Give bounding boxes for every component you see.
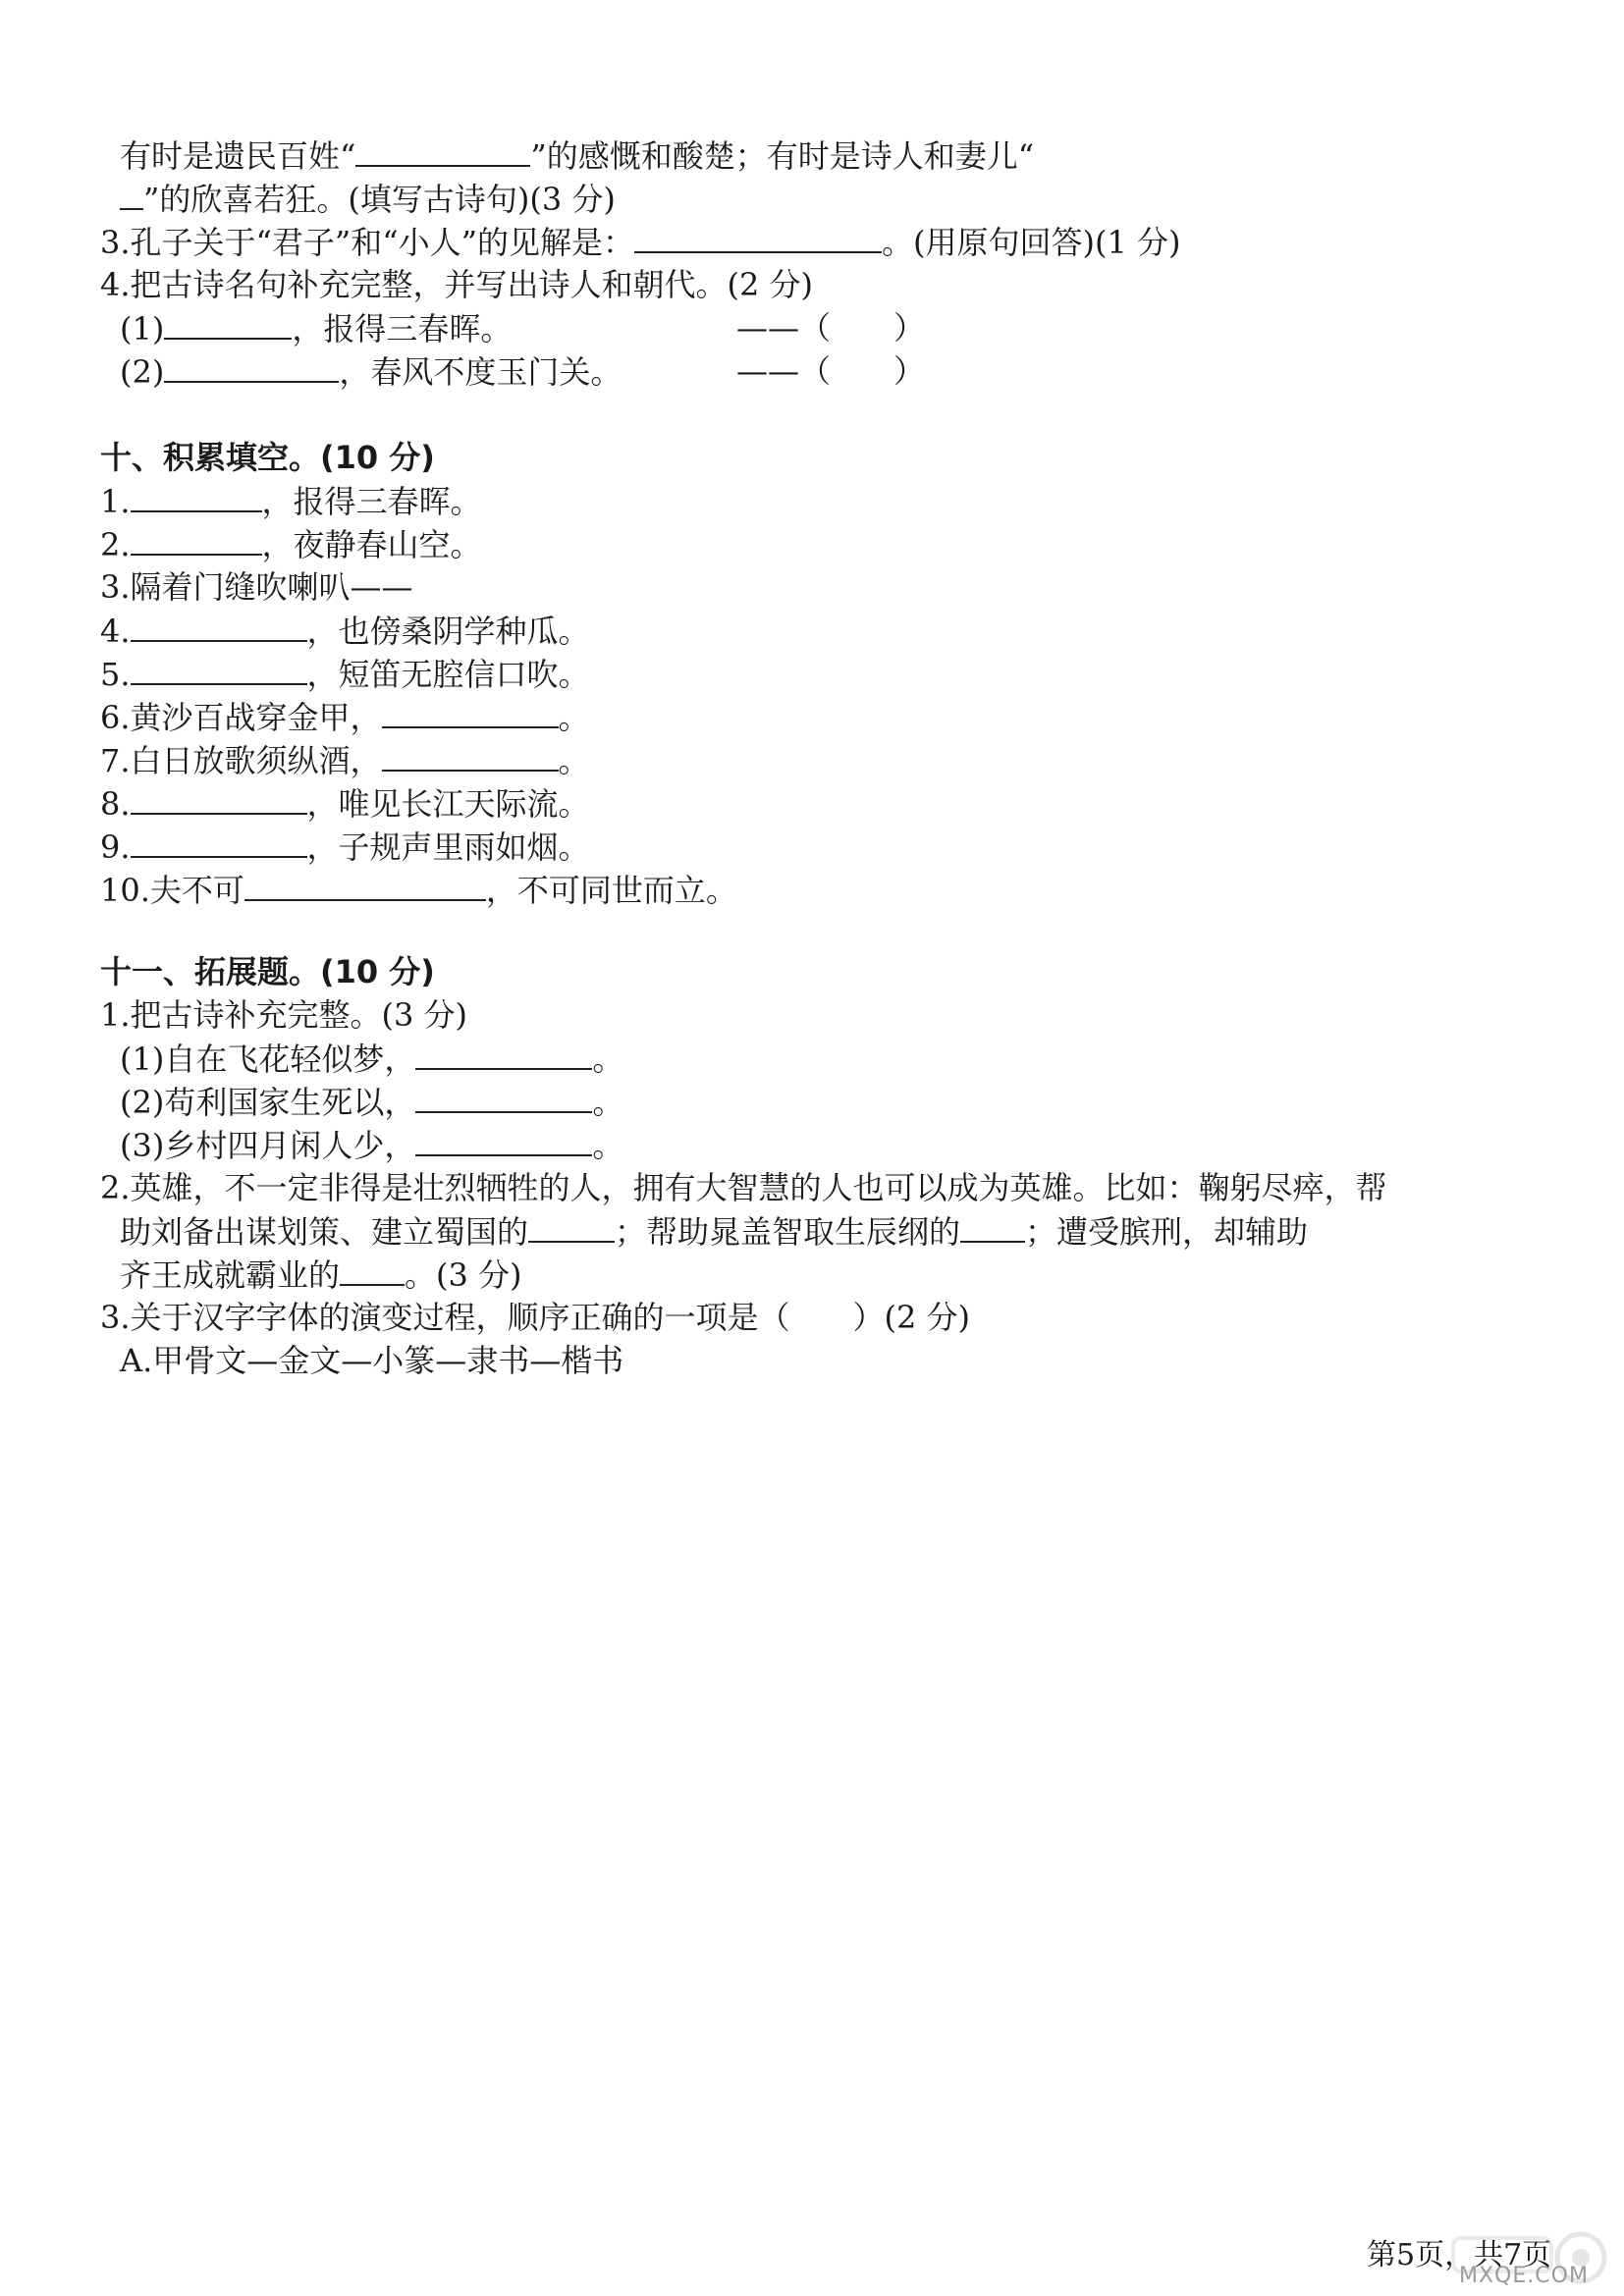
dash: ——: [736, 309, 799, 347]
watermark-text: MXQE.COM: [1459, 2264, 1589, 2288]
item-text: 。: [592, 1084, 624, 1121]
item-prefix: (1)自在飞花轻似梦，: [120, 1041, 416, 1078]
q2-text-d: 齐王成就霸业的: [120, 1256, 341, 1294]
s11-q3-option-a[interactable]: A.甲骨文—金文—小篆—隶书—楷书: [120, 1342, 624, 1379]
s9-q4-2-text: ，春风不度玉门关。: [339, 353, 623, 391]
s11-q1-item: [120, 1125, 623, 1164]
s11-q2-line1: 2.英雄，不一定非得是壮烈牺牲的人，拥有大智慧的人也可以成为英雄。比如：鞠躬尽瘁，帮: [100, 1169, 1387, 1206]
item-prefix: (3)乡村四月闲人少，: [120, 1127, 416, 1164]
s9-q4-1-prefix: (1): [120, 310, 165, 347]
answer-blank[interactable]: [131, 524, 262, 556]
item-text: ，子规声里雨如烟。: [306, 828, 590, 866]
q2-text-a: 助刘备出谋划策、建立蜀国的: [120, 1213, 529, 1251]
item-prefix: 1.: [100, 483, 131, 520]
item-text: ，夜静春山空。: [261, 526, 482, 563]
s9-line1-text-a: 有时是遗民百姓“: [120, 137, 356, 175]
s10-item: [100, 481, 482, 520]
item-text: 。: [558, 699, 590, 736]
s10-item: [100, 697, 590, 736]
s9-q4-1: [120, 308, 512, 347]
s11-q3: 3.关于汉字字体的演变过程，顺序正确的一项是（ ）(2 分): [100, 1299, 971, 1336]
answer-blank[interactable]: [355, 135, 530, 167]
author-paren[interactable]: （ ）: [799, 352, 926, 390]
s11-q1-item: [120, 1039, 623, 1078]
page-number: 第5页，共7页: [1367, 2238, 1552, 2272]
answer-blank[interactable]: [120, 179, 143, 210]
answer-blank[interactable]: [131, 654, 307, 685]
answer-blank[interactable]: [164, 351, 339, 383]
answer-blank[interactable]: [131, 783, 307, 815]
s9-q4-2: [120, 351, 622, 391]
item-prefix: 7.白日放歌须纵酒，: [100, 742, 382, 779]
s9-q4: 4.把古诗名句补充完整，并写出诗人和朝代。(2 分): [100, 266, 814, 303]
section-11-heading: 十一、拓展题。(10 分): [100, 953, 435, 990]
item-prefix: 9.: [100, 828, 131, 866]
s10-item: [100, 524, 482, 563]
section-10-heading: 十、积累填空。(10 分): [100, 439, 435, 476]
item-prefix: 2.: [100, 526, 131, 563]
item-prefix: 4.: [100, 613, 131, 650]
author-paren[interactable]: （ ）: [799, 309, 926, 347]
item-text: 。: [592, 1127, 624, 1164]
item-text: ，不可同世而立。: [485, 872, 737, 909]
item-text: 。: [592, 1041, 624, 1078]
s9-q3: [100, 222, 1180, 261]
answer-blank[interactable]: [382, 740, 559, 772]
s10-item: [100, 567, 413, 607]
s9-q4-1-text: ，报得三春晖。: [292, 310, 513, 347]
s9-line1: [120, 135, 1034, 175]
item-prefix: 3.隔着门缝吹喇叭——: [100, 568, 413, 606]
q2-text-c: ；遭受膑刑，却辅助: [1025, 1213, 1309, 1251]
s9-line2-text: ”的欣喜若狂。(填写古诗句)(3 分): [143, 181, 616, 218]
item-prefix: 8.: [100, 785, 131, 823]
s9-line2: [120, 179, 616, 218]
s9-q3-text-a: 3.孔子关于“君子”和“小人”的见解是：: [100, 224, 634, 261]
s9-line1-text-b: ”的感慨和酸楚；有时是诗人和妻儿“: [530, 137, 1035, 175]
dash: ——: [736, 352, 799, 390]
item-text: 。: [558, 742, 590, 779]
s10-item: [100, 827, 590, 866]
s9-q4-1-author: [736, 308, 925, 347]
item-text: ，唯见长江天际流。: [306, 785, 590, 823]
answer-blank[interactable]: [528, 1211, 615, 1243]
answer-blank[interactable]: [415, 1039, 592, 1070]
item-prefix: 10.夫不可: [100, 872, 244, 909]
answer-blank[interactable]: [244, 870, 486, 901]
s11-q2-line2: [120, 1211, 1308, 1251]
s9-q3-text-b: 。(用原句回答)(1 分): [881, 224, 1181, 261]
answer-blank[interactable]: [131, 611, 307, 642]
s10-item: [100, 740, 590, 779]
answer-blank[interactable]: [415, 1125, 592, 1156]
item-prefix: 6.黄沙百战穿金甲，: [100, 699, 382, 736]
s9-q4-2-prefix: (2): [120, 353, 165, 391]
answer-blank[interactable]: [960, 1211, 1025, 1243]
s10-item: [100, 870, 737, 909]
s10-item: [100, 611, 590, 650]
s10-item: [100, 783, 590, 823]
item-prefix: (2)苟利国家生死以，: [120, 1084, 416, 1121]
s11-q2-line3: [120, 1255, 522, 1294]
answer-blank[interactable]: [340, 1255, 405, 1286]
answer-blank[interactable]: [131, 827, 307, 858]
s11-q1: 1.把古诗补充完整。(3 分): [100, 996, 468, 1034]
item-prefix: 5.: [100, 656, 131, 693]
item-text: ，也傍桑阴学种瓜。: [306, 613, 590, 650]
answer-blank[interactable]: [634, 222, 882, 253]
s9-q4-2-author: [736, 351, 925, 391]
item-text: ，报得三春晖。: [261, 483, 482, 520]
answer-blank[interactable]: [382, 697, 559, 728]
s11-q1-item: [120, 1082, 623, 1121]
answer-blank[interactable]: [131, 481, 262, 512]
answer-blank[interactable]: [164, 308, 292, 340]
answer-blank[interactable]: [415, 1082, 592, 1113]
q2-text-e: 。(3 分): [405, 1256, 522, 1294]
item-text: ，短笛无腔信口吹。: [306, 656, 590, 693]
s10-item: [100, 654, 590, 693]
q2-text-b: ；帮助晁盖智取生辰纲的: [615, 1213, 961, 1251]
